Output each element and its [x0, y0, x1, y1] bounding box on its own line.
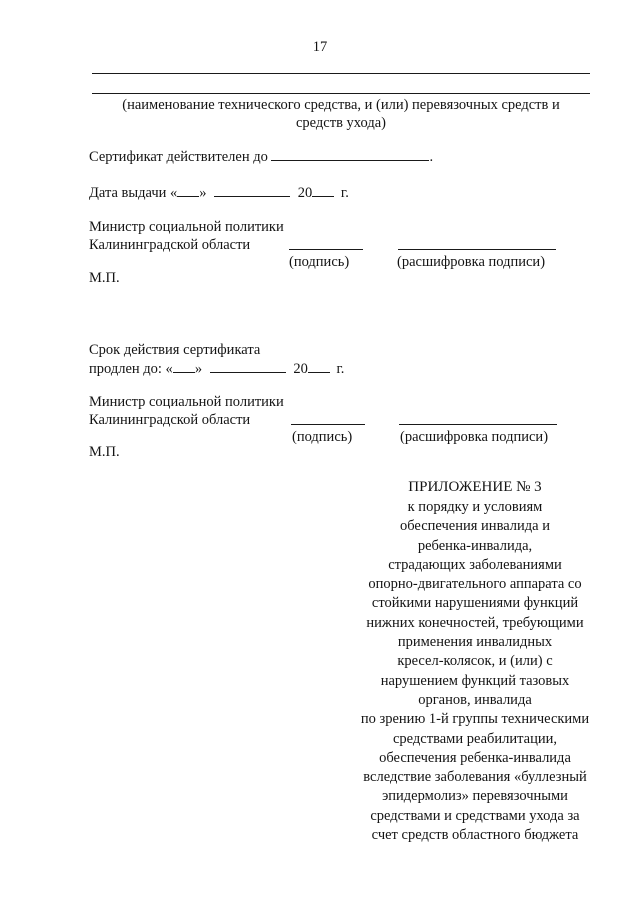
appendix-line: счет средств областного бюджета: [371, 827, 579, 844]
decode-line-2: [399, 424, 557, 425]
appendix-line: средствами реабилитации,: [392, 730, 558, 747]
issue-day-blank: [177, 183, 199, 197]
appendix-line: обеспечения ребенка-инвалида: [379, 749, 571, 766]
appendix-line: страдающих заболеваниями: [388, 556, 562, 573]
decode-caption-2: (расшифровка подписи): [400, 429, 549, 445]
appendix-line: к порядку и условиям: [407, 499, 543, 515]
signature-line-1: [289, 249, 363, 250]
issue-year-blank: [312, 183, 334, 197]
appendix-line: эпидермолиз» перевязочными: [382, 788, 568, 805]
appendix-title: ПРИЛОЖЕНИЕ № 3: [408, 479, 542, 495]
stamp-2: М.П.: [89, 444, 120, 460]
blank-line-2: [92, 93, 590, 94]
appendix-line: стойкими нарушениями функций: [371, 595, 579, 612]
decode-caption-1: (расшифровка подписи): [397, 254, 546, 270]
appendix-line: обеспечения инвалида и: [400, 518, 550, 535]
appendix-line: нижних конечностей, требующими: [366, 614, 584, 631]
issue-date-line: Дата выдачи « » 20 г.: [89, 185, 349, 201]
appendix-line: средствами и средствами ухода за: [370, 807, 580, 824]
minister-1: Министр социальной политики Калининградской области: [89, 219, 284, 253]
extension-month-blank: [210, 359, 286, 373]
extension-year-blank: [308, 359, 330, 373]
stamp-1: М.П.: [89, 270, 120, 286]
appendix-line: вследствие заболевания «буллезный: [363, 769, 587, 786]
signature-caption-2: (подпись): [292, 429, 353, 445]
appendix-body: [348, 498, 602, 845]
extension-block: Срок действия сертификата продлен до: « » 20 г.: [89, 342, 345, 377]
decode-line-1: [398, 249, 556, 250]
name-caption: (наименование технического средства, и (или) перевязочных средств и средств ухода): [122, 97, 560, 131]
appendix-line: ребенка-инвалида,: [417, 537, 533, 554]
issue-month-blank: [214, 183, 290, 197]
minister-2: Министр социальной политики Калининградской области: [89, 394, 284, 428]
page-number: 17: [312, 39, 328, 55]
appendix-line: применения инвалидных: [397, 634, 553, 651]
appendix-line: органов, инвалида: [418, 691, 532, 708]
signature-caption-1: (подпись): [289, 254, 350, 270]
valid-until-blank: [271, 147, 429, 161]
blank-line-1: [92, 73, 590, 74]
appendix-line: нарушением функций тазовых: [380, 672, 570, 689]
extension-day-blank: [173, 359, 195, 373]
appendix-line: кресел-колясок, и (или) с: [397, 653, 553, 670]
certificate-valid-line: Сертификат действителен до .: [89, 149, 434, 165]
appendix-line: по зрению 1-й группы техническими: [360, 711, 590, 728]
signature-line-2: [291, 424, 365, 425]
appendix-line: опорно-двигательного аппарата со: [368, 576, 582, 593]
